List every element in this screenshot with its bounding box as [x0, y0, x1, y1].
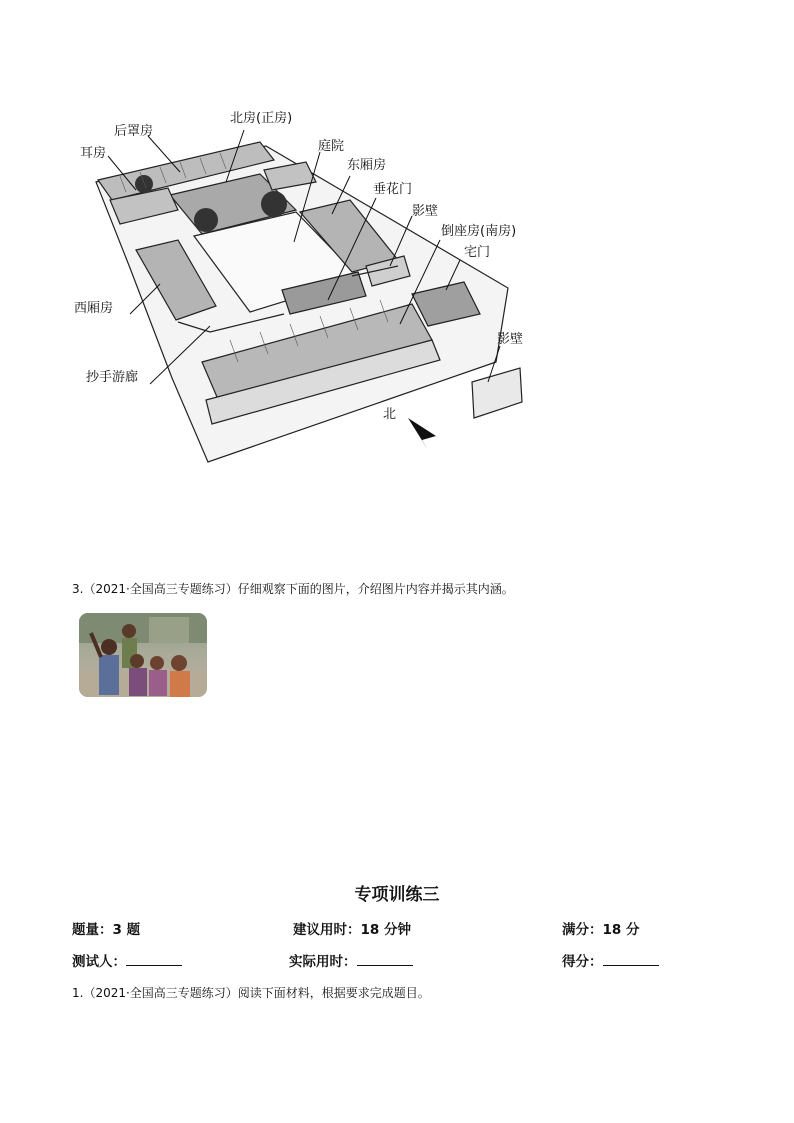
- label-chuihua: 垂花门: [373, 182, 413, 197]
- full-score: 满分：18 分: [562, 922, 640, 938]
- label-zhaimen: 宅门: [464, 245, 491, 260]
- label-north: 北: [383, 407, 397, 422]
- question-3: 3.（2021·全国高三专题练习）仔细观察下面的图片，介绍图片内容并揭示其内涵。: [72, 582, 514, 596]
- label-daozuo: 倒座房(南房): [441, 224, 517, 239]
- actual-time-label: 实际用时：: [289, 954, 357, 970]
- children-photo-image: [79, 613, 207, 697]
- label-chaoshou: 抄手游廊: [86, 370, 139, 385]
- label-erfang: 耳房: [80, 146, 107, 161]
- question-1: 1.（2021·全国高三专题练习）阅读下面材料，根据要求完成题目。: [72, 986, 430, 1000]
- score-label: 得分：: [562, 954, 603, 970]
- label-houzhao: 后罩房: [114, 124, 154, 139]
- label-dongxiang: 东厢房: [347, 158, 387, 173]
- label-beifang: 北房(正房): [230, 111, 293, 126]
- suggested-time: 建议用时：18 分钟: [293, 922, 411, 938]
- section-title: 专项训练三: [354, 885, 440, 905]
- tester-field: [72, 950, 182, 970]
- label-tingyuan: 庭院: [318, 139, 345, 154]
- label-yingbi-outer: 影壁: [497, 332, 524, 347]
- tester-label: 测试人：: [72, 954, 126, 970]
- question-count: 题量：3 题: [72, 922, 141, 938]
- score-blank[interactable]: [603, 953, 659, 966]
- label-yingbi-inner: 影壁: [412, 204, 439, 219]
- score-field: [562, 950, 659, 970]
- label-xixiang: 西厢房: [74, 301, 114, 316]
- actual-time-field: [289, 950, 413, 970]
- tester-blank[interactable]: [126, 953, 182, 966]
- actual-time-blank[interactable]: [357, 953, 413, 966]
- courtyard-drawing: [60, 100, 540, 470]
- children-photo: [79, 613, 207, 697]
